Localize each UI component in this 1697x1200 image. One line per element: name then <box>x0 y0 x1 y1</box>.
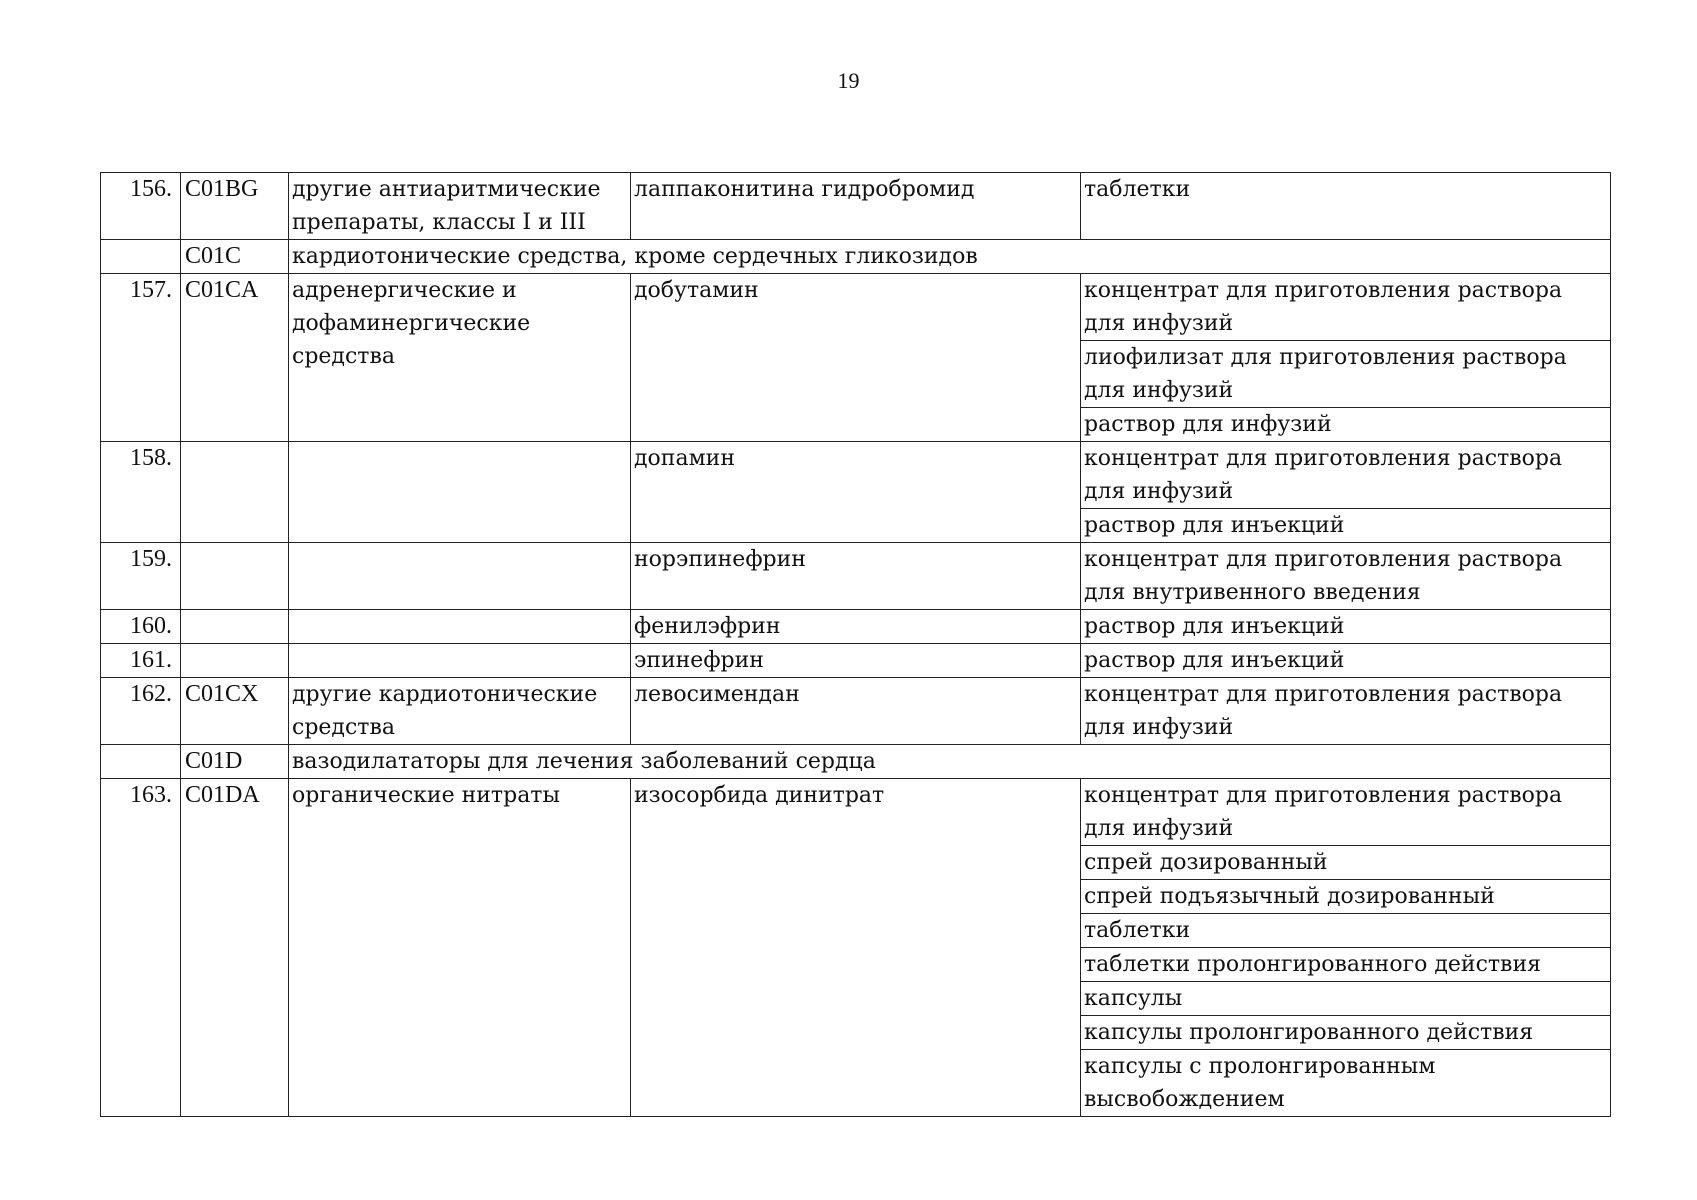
dosage-form-cell: таблетки <box>1081 173 1611 240</box>
atc-code-cell: C01D <box>181 745 289 779</box>
pharmacological-group-cell <box>289 644 631 678</box>
pharmacological-group-cell: другие кардиотонические средства <box>289 678 631 745</box>
dosage-form-cell: капсулы <box>1081 982 1611 1016</box>
drug-list-table <box>100 172 1611 1117</box>
atc-code-cell: C01BG <box>181 173 289 240</box>
row-number-cell <box>101 240 181 274</box>
table-row <box>101 274 1611 341</box>
dosage-form-cell: капсулы с пролонгированным высвобождением <box>1081 1050 1611 1117</box>
dosage-form-cell: концентрат для приготовления раствора для инфузий <box>1081 678 1611 745</box>
section-title-cell: кардиотонические средства, кроме сердечных гликозидов <box>289 240 1611 274</box>
dosage-form-cell: концентрат для приготовления раствора для инфузий <box>1081 274 1611 341</box>
table-row <box>101 779 1611 846</box>
dosage-form-cell: концентрат для приготовления раствора для инфузий <box>1081 779 1611 846</box>
page-number: 19 <box>837 68 860 93</box>
pharmacological-group-cell <box>289 610 631 644</box>
dosage-form-cell: концентрат для приготовления раствора для внутривенного введения <box>1081 543 1611 610</box>
row-number-cell: 162. <box>101 678 181 745</box>
dosage-form-cell: раствор для инфузий <box>1081 408 1611 442</box>
atc-code-cell <box>181 610 289 644</box>
atc-code-cell <box>181 543 289 610</box>
row-number-cell: 160. <box>101 610 181 644</box>
row-number-cell: 159. <box>101 543 181 610</box>
row-number-cell: 157. <box>101 274 181 442</box>
dosage-form-cell: таблетки <box>1081 914 1611 948</box>
pharmacological-group-cell: адренергические и дофаминергические средства <box>289 274 631 442</box>
pharmacological-group-cell <box>289 543 631 610</box>
atc-code-cell: C01C <box>181 240 289 274</box>
table-row <box>101 610 1611 644</box>
dosage-form-cell: лиофилизат для приготовления раствора для инфузий <box>1081 341 1611 408</box>
pharmacological-group-cell <box>289 442 631 543</box>
table-row <box>101 644 1611 678</box>
section-row <box>101 745 1611 779</box>
dosage-form-cell: капсулы пролонгированного действия <box>1081 1016 1611 1050</box>
dosage-form-cell: концентрат для приготовления раствора для инфузий <box>1081 442 1611 509</box>
row-number-cell: 161. <box>101 644 181 678</box>
row-number-cell <box>101 745 181 779</box>
atc-code-cell: C01CA <box>181 274 289 442</box>
drug-name-cell: добутамин <box>631 274 1081 442</box>
table-row <box>101 173 1611 240</box>
drug-name-cell: фенилэфрин <box>631 610 1081 644</box>
section-title-cell: вазодилататоры для лечения заболеваний сердца <box>289 745 1611 779</box>
dosage-form-cell: раствор для инъекций <box>1081 509 1611 543</box>
pharmacological-group-cell: другие антиаритмические препараты, классы I и III <box>289 173 631 240</box>
atc-code-cell: C01DA <box>181 779 289 1117</box>
dosage-form-cell: таблетки пролонгированного действия <box>1081 948 1611 982</box>
row-number-cell: 163. <box>101 779 181 1117</box>
table-row <box>101 543 1611 610</box>
dosage-form-cell: спрей дозированный <box>1081 846 1611 880</box>
drug-name-cell: левосимендан <box>631 678 1081 745</box>
drug-name-cell: лаппаконитина гидробромид <box>631 173 1081 240</box>
table-row <box>101 442 1611 509</box>
atc-code-cell <box>181 442 289 543</box>
dosage-form-cell: спрей подъязычный дозированный <box>1081 880 1611 914</box>
pharmacological-group-cell: органические нитраты <box>289 779 631 1117</box>
atc-code-cell <box>181 644 289 678</box>
table-row <box>101 678 1611 745</box>
drug-name-cell: изосорбида динитрат <box>631 779 1081 1117</box>
drug-name-cell: допамин <box>631 442 1081 543</box>
atc-code-cell: C01CX <box>181 678 289 745</box>
dosage-form-cell: раствор для инъекций <box>1081 644 1611 678</box>
section-row <box>101 240 1611 274</box>
drug-name-cell: норэпинефрин <box>631 543 1081 610</box>
drug-name-cell: эпинефрин <box>631 644 1081 678</box>
row-number-cell: 156. <box>101 173 181 240</box>
dosage-form-cell: раствор для инъекций <box>1081 610 1611 644</box>
row-number-cell: 158. <box>101 442 181 543</box>
